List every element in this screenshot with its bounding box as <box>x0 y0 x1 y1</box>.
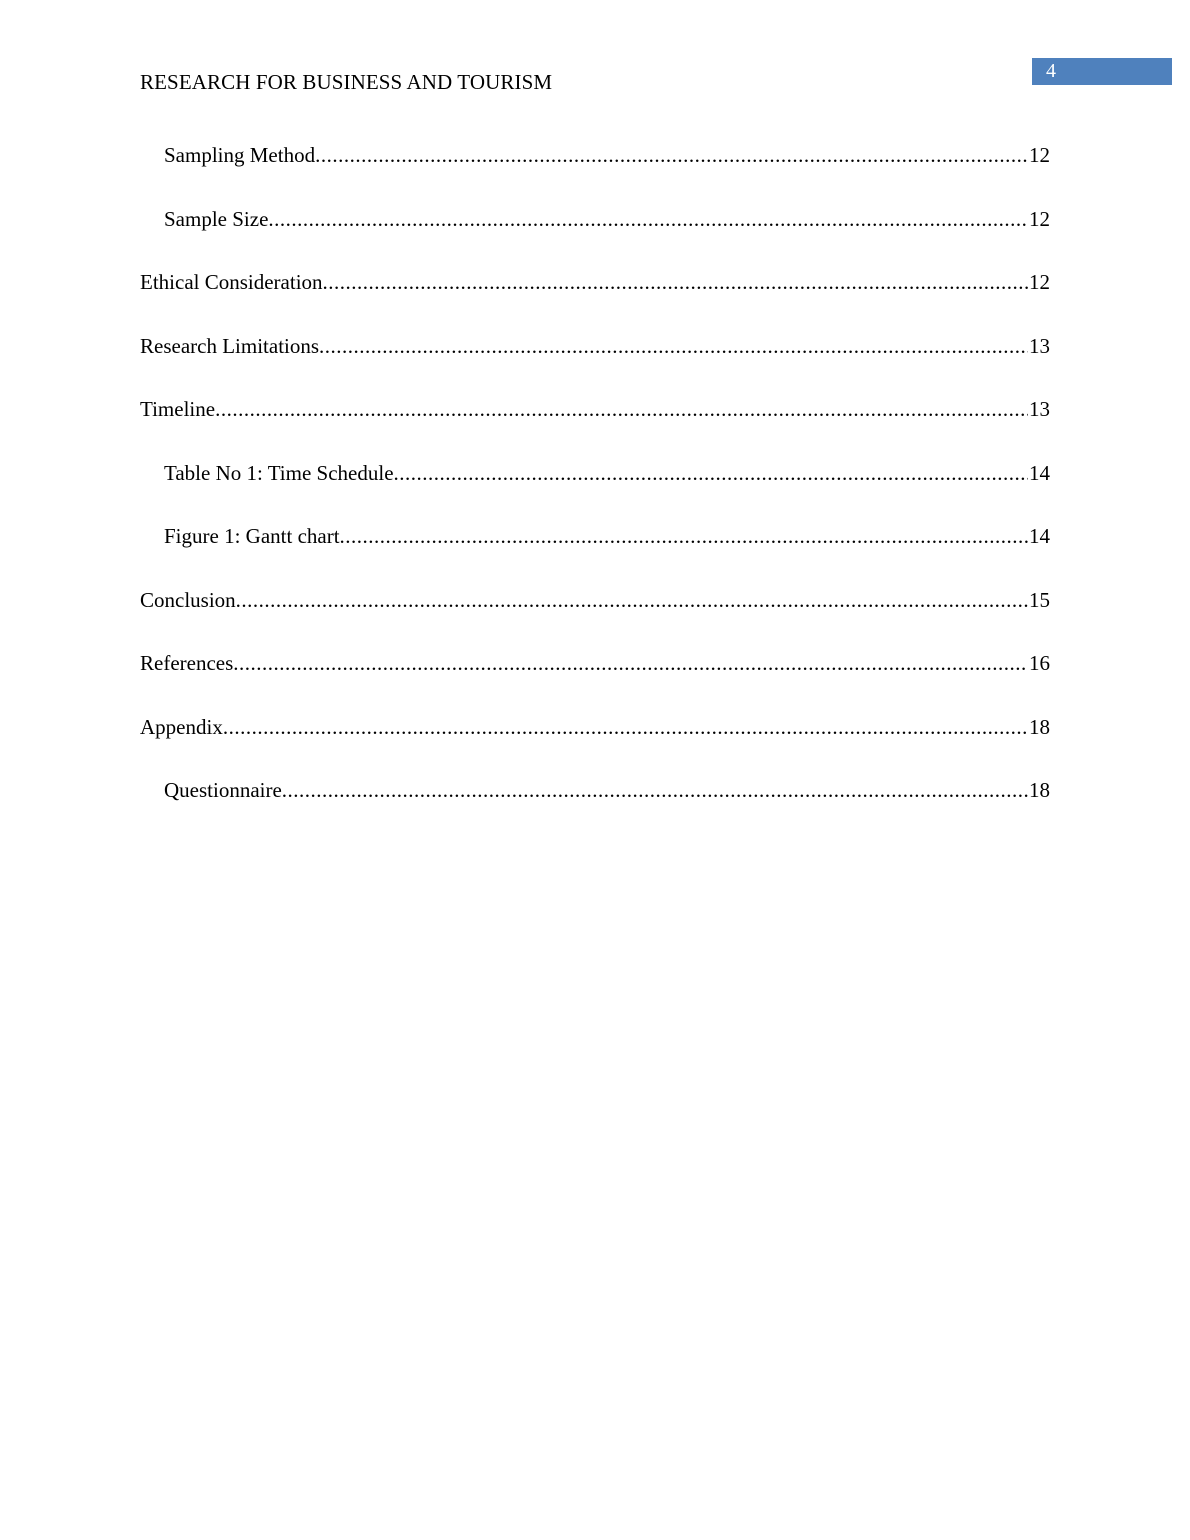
toc-dot-leader <box>282 759 1028 823</box>
toc-entry-page: 18 <box>1029 714 1050 739</box>
toc-dot-leader <box>268 188 1028 252</box>
toc-entry-title: Appendix <box>140 714 223 739</box>
toc-entry-timeline[interactable] <box>140 378 1050 442</box>
toc-entry-page: 14 <box>1029 524 1050 548</box>
toc-dot-leader <box>323 251 1028 315</box>
toc-entry-title: Research Limitations <box>140 333 320 358</box>
toc-dot-leader <box>315 124 1028 188</box>
toc-entry-research-limitations[interactable] <box>140 315 1050 379</box>
toc-entry-page: 13 <box>1029 397 1050 421</box>
toc-entry-title: Table No 1: Time Schedule <box>164 460 394 485</box>
page-number-badge: 4 <box>1032 58 1172 85</box>
toc-entry-references[interactable] <box>140 632 1050 696</box>
toc-entry-questionnaire[interactable] <box>140 759 1050 823</box>
toc-entry-title: Timeline <box>140 397 216 421</box>
toc-entry-page: 13 <box>1029 333 1050 358</box>
toc-entry-gantt-chart-figure[interactable] <box>140 505 1050 569</box>
table-of-contents <box>140 124 1050 823</box>
toc-dot-leader <box>215 378 1028 442</box>
toc-entry-page: 18 <box>1029 778 1050 802</box>
toc-entry-time-schedule-table[interactable] <box>140 442 1050 506</box>
toc-entry-page: 12 <box>1029 143 1050 167</box>
toc-entry-title: Sampling Method <box>164 143 316 167</box>
toc-entry-title: Conclusion <box>140 587 236 612</box>
toc-dot-leader <box>233 632 1028 696</box>
toc-entry-ethical-consideration[interactable] <box>140 251 1050 315</box>
toc-entry-page: 14 <box>1029 460 1050 485</box>
toc-entry-title: Questionnaire <box>164 778 282 802</box>
toc-entry-sampling-method[interactable] <box>140 124 1050 188</box>
toc-entry-conclusion[interactable] <box>140 569 1050 633</box>
toc-entry-title: Ethical Consideration <box>140 270 323 294</box>
toc-dot-leader <box>340 505 1028 569</box>
toc-dot-leader <box>394 442 1028 506</box>
toc-entry-page: 15 <box>1029 587 1050 612</box>
toc-dot-leader <box>319 315 1028 379</box>
toc-entry-title: Figure 1: Gantt chart <box>164 524 340 548</box>
toc-entry-appendix[interactable] <box>140 696 1050 760</box>
toc-entry-page: 12 <box>1029 270 1050 294</box>
toc-entry-page: 16 <box>1029 651 1050 675</box>
toc-entry-sample-size[interactable] <box>140 188 1050 252</box>
toc-entry-page: 12 <box>1029 206 1050 231</box>
running-head: RESEARCH FOR BUSINESS AND TOURISM <box>140 70 553 94</box>
toc-entry-title: References <box>140 651 234 675</box>
toc-dot-leader <box>236 569 1028 633</box>
toc-dot-leader <box>223 696 1028 760</box>
toc-entry-title: Sample Size <box>164 206 269 231</box>
